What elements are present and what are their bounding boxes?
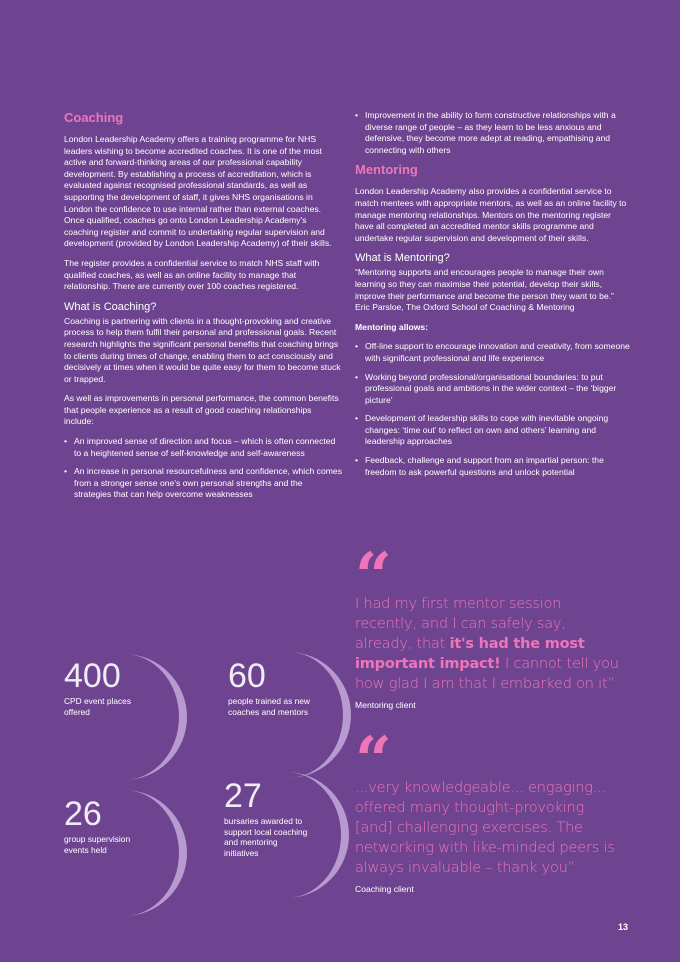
- coaching-paragraph-2: The register provides a confidential service to match NHS staff with qualified coaches, as well as an online facility to manage that relationship. There are currently over 100 coaches registered.: [64, 257, 320, 292]
- list-item: • Improvement in the ability to form constructive relationships with a diverse range of people – as they learn to be less anxious and defensive, they become more adept at reading, empathising and connecting with others: [355, 110, 630, 156]
- mentoring-heading: Mentoring: [355, 162, 418, 178]
- stat-people-trained: [226, 652, 356, 782]
- list-item: • Working beyond professional/organisational boundaries: to put professional goals and ambitions in the wider context – the ‘bigger picture’: [355, 372, 630, 407]
- what-is-coaching-paragraph-2: As well as improvements in personal performance, the common benefits that people experience as a result of good coaching relationships include:: [64, 393, 339, 427]
- mentoring-allows-label: Mentoring allows:: [355, 321, 429, 332]
- stat-label: group supervision events held: [64, 834, 131, 855]
- quote-text-part: I cannot tell you how glad I am that I embarked on it”: [355, 656, 619, 692]
- quote-text-part: I had my first mentor session recently, and I can safely say, already, that: [355, 596, 566, 652]
- left-column: [64, 110, 342, 508]
- stat-number: 26: [64, 795, 102, 833]
- quote-highlight: it's had the most important impact!: [355, 636, 585, 672]
- right-column: [355, 110, 630, 485]
- what-is-mentoring-heading: What is Mentoring?: [355, 252, 450, 265]
- stat-supervision-events: [62, 790, 192, 920]
- coaching-benefits-list: [64, 436, 342, 501]
- what-is-mentoring-paragraph: “Mentoring supports and encourages people to manage their own learning so they can maximise their potential, develop their skills, improve their performance and become the person they want to be.” Eric Parsloe, The Oxford School of Coaching & Mentoring: [355, 267, 614, 313]
- stat-number: 400: [64, 657, 121, 695]
- what-is-coaching-paragraph-1: Coaching is partnering with clients in a thought-provoking and creative process to help them fulfil their personal and professional goals. Recent research highlights the significant personal benefits that coaching brings to clients during times of change, enabling them to act consciously and decisively at times when it would be quite easy for them to become stuck or trapped.: [64, 315, 341, 384]
- list-item: • Off-line support to encourage innovation and creativity, from someone with significant professional and life experience: [355, 341, 630, 364]
- stat-bursaries: [222, 772, 352, 902]
- stat-cpd-places: [62, 652, 192, 782]
- quote-text: [355, 594, 625, 694]
- mentoring-paragraph-1: London Leadership Academy also provides a confidential service to match mentees with appropriate mentors, as well as an online facility to manage mentoring relationships. Mentors on the mentoring register have all completed an accredited mentor skills programme and undertake regular supervision and development of their skills.: [355, 186, 627, 243]
- coaching-benefits-list-continued: [355, 110, 630, 156]
- list-item: • Feedback, challenge and support from an impartial person: the freedom to ask powerful questions and unlock potential: [355, 455, 630, 478]
- mentoring-allows-list: [355, 341, 630, 478]
- coaching-paragraph-1: London Leadership Academy offers a training programme for NHS leaders wishing to become accredited coaches. It is one of the most active and forward-thinking areas of our professional capability development. By establishing a process of accreditation, which is evaluated against recognised professional standards, as well as supporting the development of staff, it gives NHS organisations in London the confidence to use internal rather than external coaches. Once qualified, coaches go onto London Leadership Academy's coaching register and commit to undertaking regular supervision and development (provided by London Leadership Academy) of their skills.: [64, 134, 332, 249]
- stat-label: bursaries awarded to support local coaching and mentoring initiatives: [224, 816, 308, 858]
- quote-mark-icon: “: [355, 539, 392, 614]
- list-item: • Development of leadership skills to cope with inevitable ongoing changes: ‘time out’ to reflect on own and others’ learning and leadership approaches: [355, 413, 630, 448]
- list-item: • An increase in personal resourcefulness and confidence, which comes from a stronger sense one's own personal strengths and the strategies that can help overcome weaknesses: [64, 466, 342, 501]
- stat-label: people trained as new coaches and mentors: [228, 696, 310, 717]
- stat-number: 60: [228, 657, 266, 695]
- coaching-heading: Coaching: [64, 110, 124, 125]
- coaching-client-quote: [355, 723, 625, 894]
- list-item: • An improved sense of direction and focus – which is often connected to a heightened sense of self-knowledge and self-awareness: [64, 436, 342, 459]
- quote-mark-icon: “: [355, 723, 392, 798]
- page-number: 13: [618, 922, 629, 932]
- stat-number: 27: [224, 777, 262, 815]
- quote-attribution: Mentoring client: [355, 700, 416, 710]
- quote-text: ...very knowledgeable... engaging... offered many thought-provoking [and] challenging exercises. The networking with like-minded peers is always invaluable – thank you”: [355, 780, 615, 876]
- quote-attribution: Coaching client: [355, 884, 414, 894]
- stat-label: CPD event places offered: [64, 696, 132, 717]
- what-is-coaching-heading: What is Coaching?: [64, 300, 157, 313]
- mentoring-client-quote: [355, 539, 625, 710]
